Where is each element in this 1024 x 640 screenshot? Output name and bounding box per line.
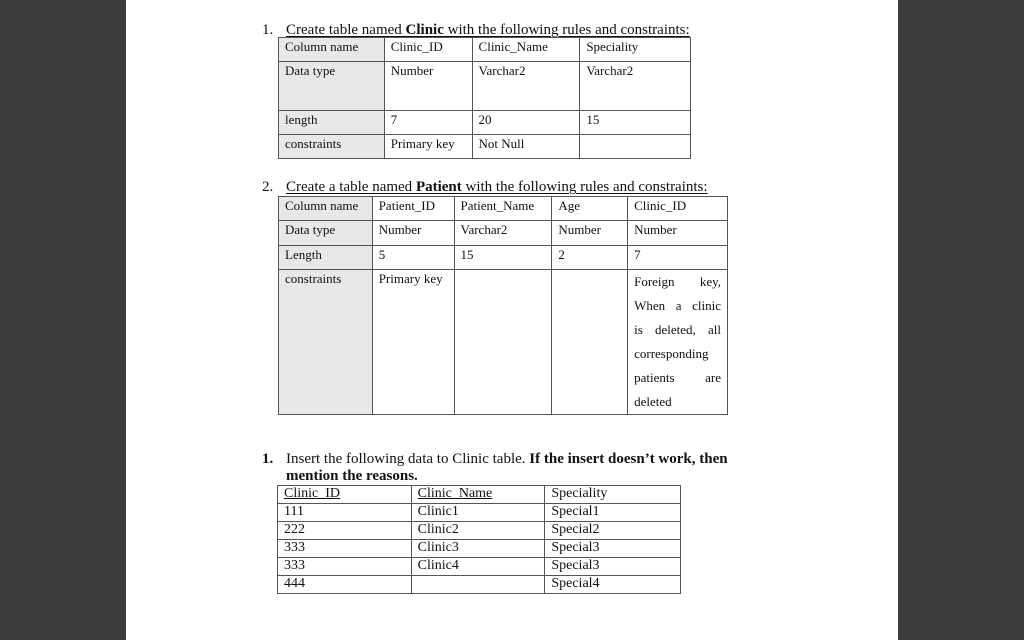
fk-line: corresponding [634, 346, 709, 361]
table-cell [411, 576, 545, 594]
table-row [278, 486, 681, 504]
table-cell: 7 [384, 111, 472, 135]
fk-line: Foreign key, [634, 274, 721, 289]
table-cell: 222 [278, 522, 412, 540]
section3-prefix: Insert the following data to Clinic table. [286, 451, 530, 467]
patient-schema-table [278, 196, 728, 415]
table-row [278, 504, 681, 522]
document-page [126, 0, 898, 640]
table-cell: Data type [279, 62, 385, 111]
table-cell: Varchar2 [580, 62, 691, 111]
table-row [279, 221, 728, 246]
fk-line: is deleted, all [634, 322, 721, 337]
table-cell: Clinic_ID [384, 38, 472, 62]
table-cell: 333 [278, 540, 412, 558]
table-cell: Speciality [545, 486, 681, 504]
table-cell: constraints [279, 270, 373, 415]
table-cell: Clinic1 [411, 504, 545, 522]
table-cell: Special4 [545, 576, 681, 594]
table-row [279, 38, 691, 62]
table-cell: Patient_ID [372, 197, 454, 221]
table-cell: Clinic_ID [278, 486, 412, 504]
table-row [279, 135, 691, 159]
table-cell: Special2 [545, 522, 681, 540]
table-row [279, 62, 691, 111]
table-cell: Data type [279, 221, 373, 246]
table-cell: Age [552, 197, 628, 221]
section3-bold-line1: If the insert doesn’t work, then [529, 451, 728, 467]
table-cell [454, 270, 552, 415]
table-cell [552, 270, 628, 415]
table-cell: 5 [372, 246, 454, 270]
table-row [278, 522, 681, 540]
table-row [279, 111, 691, 135]
table-row [278, 558, 681, 576]
table-cell: Number [628, 221, 728, 246]
table-cell: Speciality [580, 38, 691, 62]
section1-prefix: Create table named [286, 22, 406, 38]
table-cell: 111 [278, 504, 412, 522]
table-cell: 20 [472, 111, 580, 135]
table-row [279, 246, 728, 270]
table-cell: 7 [628, 246, 728, 270]
table-cell: 2 [552, 246, 628, 270]
table-cell: Varchar2 [472, 62, 580, 111]
fk-line: When a clinic [634, 298, 721, 313]
table-cell: Special1 [545, 504, 681, 522]
section2-table-name: Patient [415, 179, 462, 195]
table-cell: Varchar2 [454, 221, 552, 246]
table-cell: Clinic_Name [472, 38, 580, 62]
table-cell: Length [279, 246, 373, 270]
table-row [279, 197, 728, 221]
table-cell [580, 135, 691, 159]
section1-table-name: Clinic [405, 22, 444, 38]
foreign-key-cell [628, 270, 728, 415]
table-cell: Clinic_ID [628, 197, 728, 221]
table-cell: Not Null [472, 135, 580, 159]
table-cell: Column name [279, 197, 373, 221]
table-cell: Primary key [372, 270, 454, 415]
table-cell: Clinic_Name [411, 486, 545, 504]
fk-line: patients are [634, 370, 721, 385]
table-cell: constraints [279, 135, 385, 159]
table-cell: Number [384, 62, 472, 111]
table-cell: Column name [279, 38, 385, 62]
table-cell: Special3 [545, 540, 681, 558]
table-cell: Clinic4 [411, 558, 545, 576]
table-cell: Number [552, 221, 628, 246]
table-cell: Special3 [545, 558, 681, 576]
clinic-schema-table [278, 37, 691, 159]
section3-number: 1. [262, 451, 274, 467]
section3-bold-line2: mention the reasons. [286, 468, 418, 484]
section2-heading [262, 179, 862, 197]
clinic-data-table [277, 485, 681, 594]
table-cell: 15 [454, 246, 552, 270]
table-cell: length [279, 111, 385, 135]
table-row [278, 576, 681, 594]
table-cell: Patient_Name [454, 197, 552, 221]
fk-line: deleted [634, 394, 672, 409]
table-cell: 15 [580, 111, 691, 135]
table-cell: Clinic2 [411, 522, 545, 540]
section3-heading [262, 451, 882, 487]
section2-suffix: with the following rules and constraints: [461, 179, 708, 195]
section2-prefix: Create a table named [286, 179, 416, 195]
section2-number: 2. [262, 179, 274, 195]
table-cell: 444 [278, 576, 412, 594]
table-cell: 333 [278, 558, 412, 576]
section1-suffix: with the following rules and constraints: [443, 22, 690, 38]
table-row [279, 270, 728, 415]
section1-number: 1. [262, 22, 274, 38]
table-cell: Clinic3 [411, 540, 545, 558]
table-cell: Number [372, 221, 454, 246]
table-cell: Primary key [384, 135, 472, 159]
table-row [278, 540, 681, 558]
